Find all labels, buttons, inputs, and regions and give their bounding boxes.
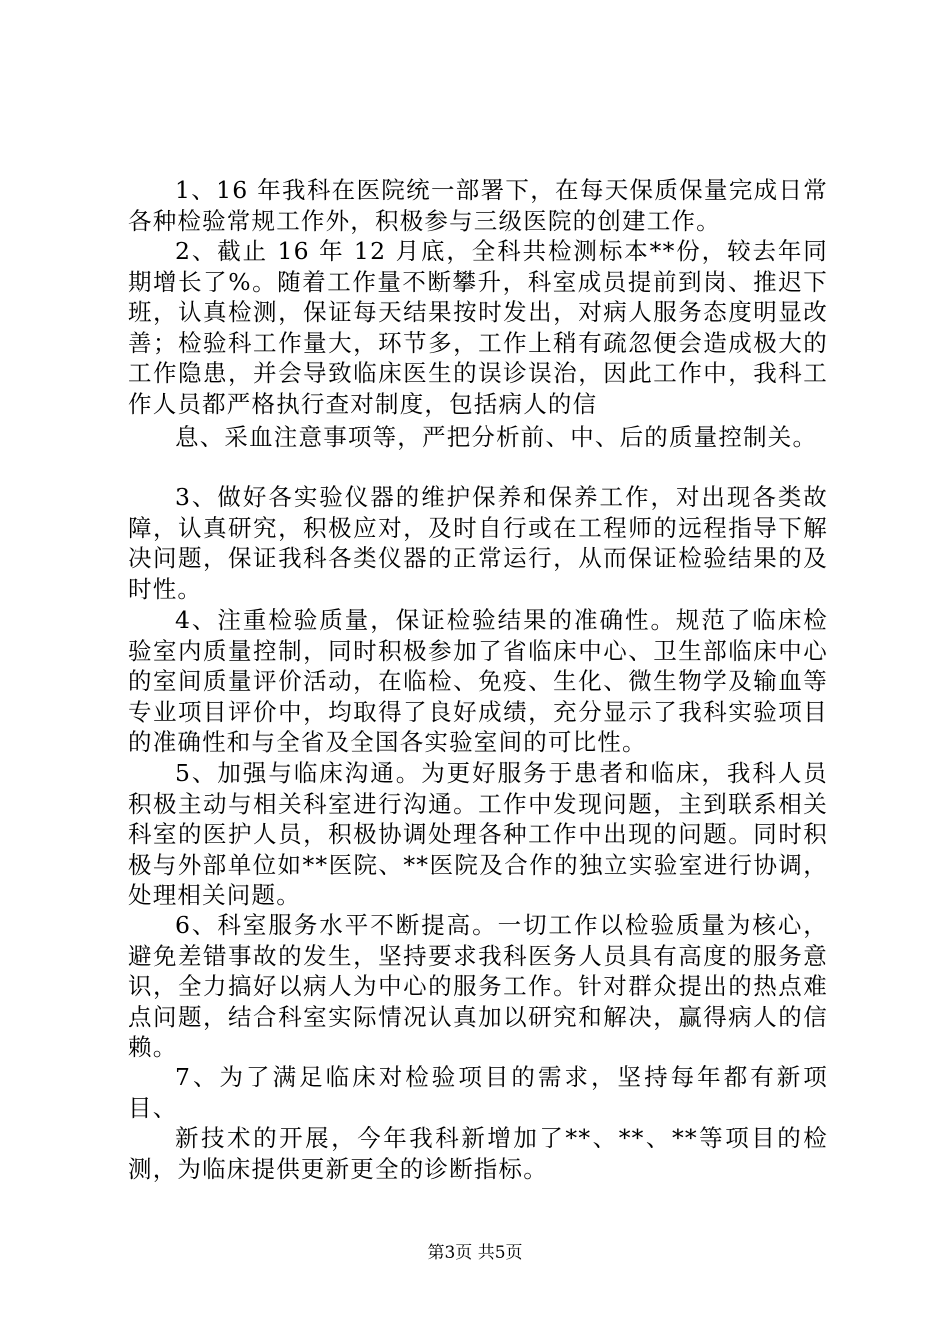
page-number-footer: 第3页 共5页 (427, 1243, 523, 1263)
paragraph-7-continued: 新技术的开展，今年我科新增加了**、**、**等项目的检测，为临床提供更新更全的诊断指标。 (128, 1124, 828, 1183)
paragraph-4: 4、注重检验质量，保证检验结果的准确性。规范了临床检验室内质量控制，同时积极参加了省临床中心、卫生部临床中心的室间质量评价活动，在临检、免疫、生化、微生物学及输血等专业项目评价中，均取得了良好成绩，充分显示了我科实验项目的准确性和与全省及全国各实验室间的可比性。 (128, 606, 828, 756)
paragraph-1: 1、16 年我科在医院统一部署下，在每天保质保量完成日常各种检验常规工作外，积极参与三级医院的创建工作。 (128, 176, 828, 235)
paragraph-6: 6、科室服务水平不断提高。一切工作以检验质量为核心，避免差错事故的发生，坚持要求我科医务人员具有高度的服务意识，全力搞好以病人为中心的服务工作。针对群众提出的热点难点问题，结合科室实际情况认真加以研究和解决，赢得病人的信赖。 (128, 911, 828, 1061)
paragraph-2-continued: 息、采血注意事项等，严把分析前、中、后的质量控制关。 (175, 423, 818, 451)
paragraph-7: 7、为了满足临床对检验项目的需求，坚持每年都有新项目、 (128, 1063, 828, 1122)
paragraph-5: 5、加强与临床沟通。为更好服务于患者和临床，我科人员积极主动与相关科室进行沟通。工作中发现问题，主到联系相关科室的医护人员，积极协调处理各种工作中出现的问题。同时积极与外部单位如**医院、**医院及合作的独立实验室进行协调，处理相关问题。 (128, 759, 828, 909)
paragraph-3: 3、做好各实验仪器的维护保养和保养工作，对出现各类故障，认真研究，积极应对，及时自行或在工程师的远程指导下解决问题，保证我科各类仪器的正常运行，从而保证检验结果的及时性。 (128, 483, 828, 603)
paragraph-2: 2、截止 16 年 12 月底，全科共检测标本**份，较去年同期增长了%。随着工作量不断攀升，科室成员提前到岗、推迟下班，认真检测，保证每天结果按时发出，对病人服务态度明显改善；检验科工作量大，环节多，工作上稍有疏忽便会造成极大的工作隐患，并会导致临床医生的误诊误治，因此工作中，我科工作人员都严格执行查对制度，包括病人的信 (128, 237, 828, 418)
